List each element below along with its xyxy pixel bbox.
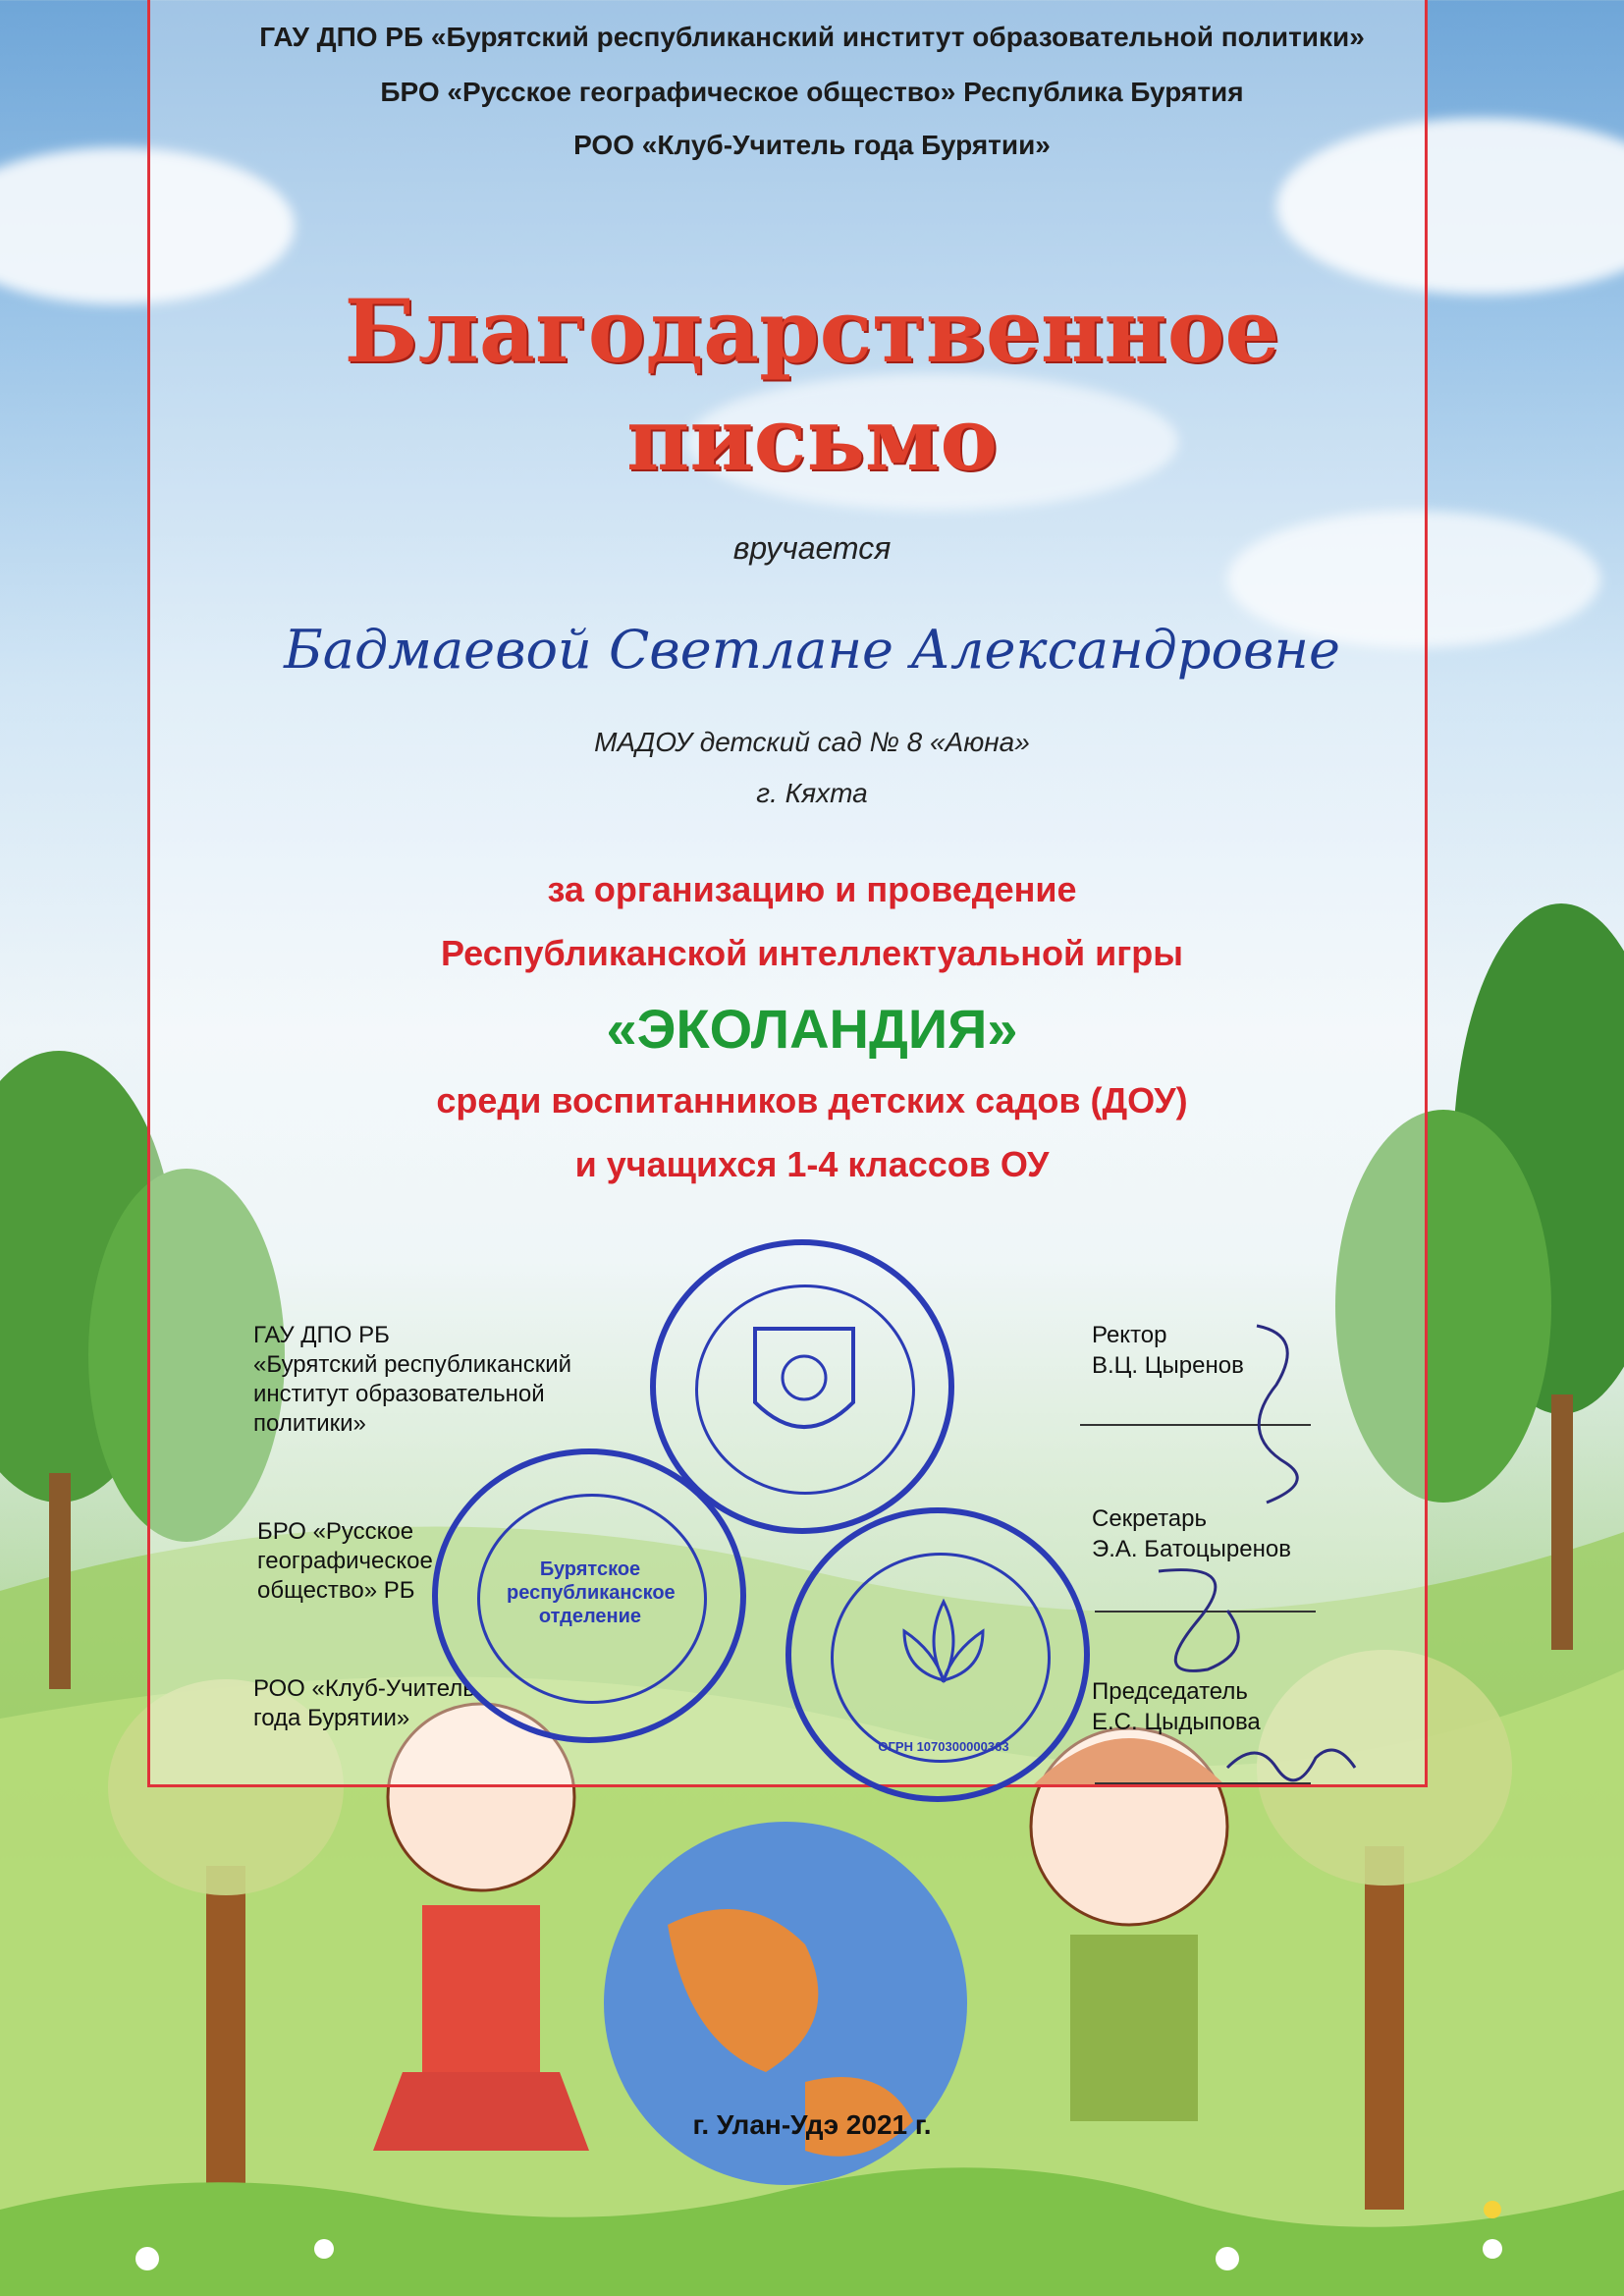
- reason-line-2: Республиканской интеллектуальной игры: [441, 933, 1183, 973]
- signatory-2-title: Секретарь: [1092, 1505, 1207, 1532]
- institution-line-2: г. Кяхта: [756, 778, 868, 808]
- signatory-3-name: Е.С. Цыдыпова: [1092, 1709, 1261, 1735]
- signatory-1-name: В.Ц. Цыренов: [1092, 1352, 1244, 1379]
- lotus-icon: [875, 1592, 1012, 1700]
- signature-1: [1218, 1316, 1335, 1512]
- header-line-3: РОО «Клуб-Учитель года Бурятии»: [573, 130, 1051, 160]
- reason-line-1: за организацию и проведение: [547, 869, 1077, 909]
- signature-3: [1218, 1728, 1365, 1807]
- organization-1: ГАУ ДПО РБ «Бурятский республиканский институт образовательной политики»: [253, 1322, 572, 1437]
- coat-of-arms-icon: [750, 1324, 858, 1451]
- stamp-geographic-society: [432, 1449, 746, 1743]
- reason-line-3: среди воспитанников детских садов (ДОУ): [436, 1080, 1188, 1121]
- title-line-1: Благодарственное: [344, 280, 1280, 382]
- event-name: «ЭКОЛАНДИЯ»: [606, 998, 1018, 1060]
- stamp-2-center-text: Бурятское республиканское отделение: [507, 1558, 676, 1627]
- signatory-3-title: Председатель: [1092, 1678, 1248, 1705]
- footer-city-year: г. Улан-Удэ 2021 г.: [692, 2109, 932, 2140]
- organization-2: БРО «Русское географическое общество» РБ: [257, 1518, 433, 1604]
- recipient-name: Бадмаевой Светлане Александровне: [284, 619, 1340, 681]
- title-line-2: письмо: [625, 388, 999, 490]
- header-line-1: ГАУ ДПО РБ «Бурятский республиканский институт образовательной политики»: [259, 22, 1365, 52]
- institution-line-1: МАДОУ детский сад № 8 «Аюна»: [594, 727, 1030, 757]
- signatory-2-name: Э.А. Батоцыренов: [1092, 1536, 1291, 1562]
- header-line-2: БРО «Русское географическое общество» Республика Бурятия: [380, 77, 1244, 107]
- organization-3: РОО «Клуб-Учитель года Бурятии»: [253, 1675, 475, 1731]
- stamp-teacher-club: [785, 1507, 1090, 1802]
- reason-line-4: и учащихся 1-4 классов ОУ: [574, 1144, 1050, 1184]
- signatory-1-title: Ректор: [1092, 1322, 1167, 1348]
- signature-2: [1139, 1552, 1276, 1689]
- awarded-label: вручается: [732, 530, 892, 566]
- stamp-3-ogrn: ОГРН 1070300000363: [878, 1739, 1009, 1754]
